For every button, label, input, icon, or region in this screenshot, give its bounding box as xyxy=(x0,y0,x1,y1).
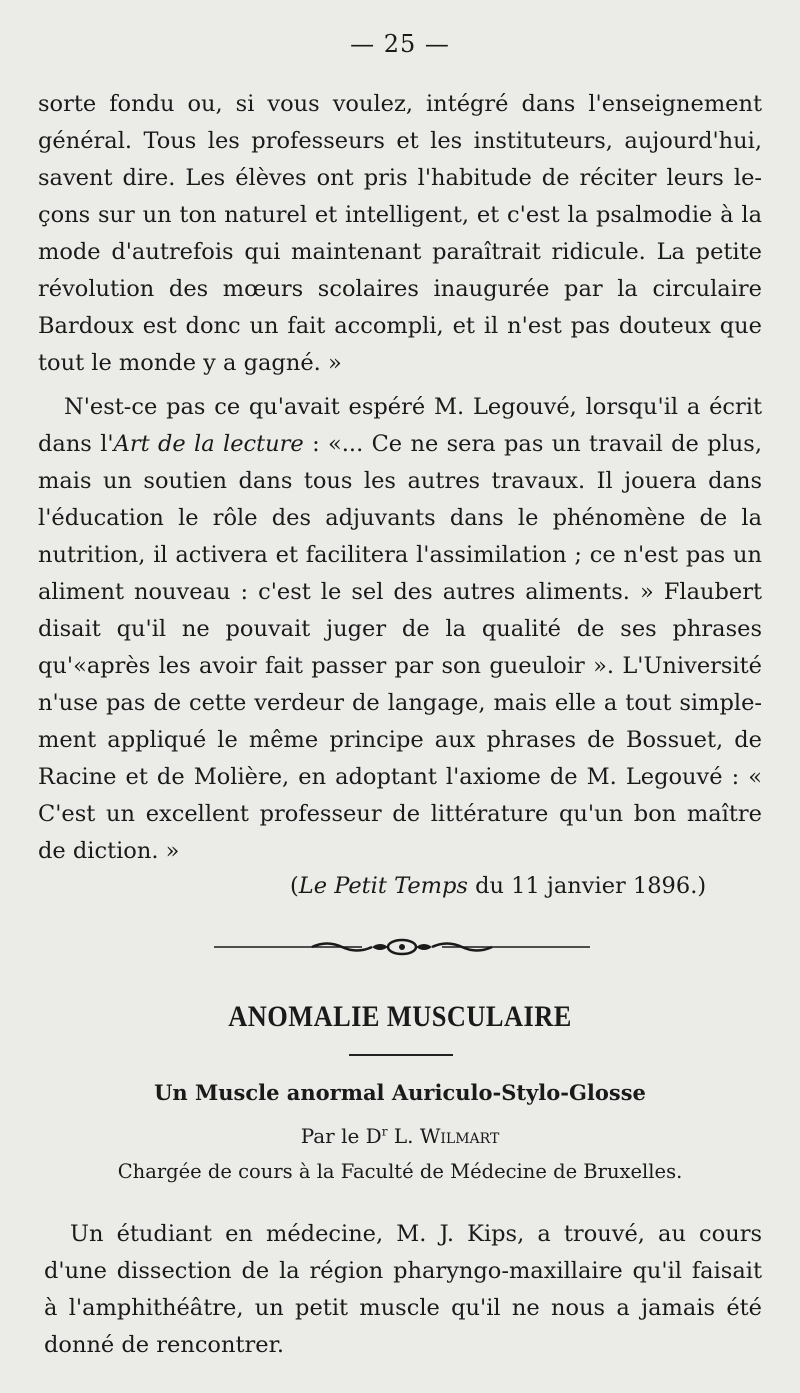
page-number: — 25 — xyxy=(350,30,450,58)
citation xyxy=(290,868,730,905)
book-title: Art de la lecture xyxy=(113,431,304,457)
citation-date: du 11 janvier 1896.) xyxy=(467,873,707,899)
author-byline xyxy=(0,1124,800,1148)
author-name: Wilmart xyxy=(419,1124,500,1148)
title-underline xyxy=(349,1054,453,1056)
paragraph-3: Un étudiant en médecine, M. J. Kips, a trouvé, au cours d'une dissection de la région pharyngo-maxillaire qu'il faisait à l'amphithéâtre, un petit muscle qu'il ne nous a jamais été donné de rencontrer. xyxy=(44,1221,762,1358)
paragraph-2 xyxy=(38,389,762,870)
paragraph-1: sorte fondu ou, si vous voulez, intégré dans l'enseignement général. Tous les professeurs et les instituteurs, aujourd'hui, savent dire. Les élèves ont pris l'habitude de réciter leurs leçons sur un ton naturel et intelligent, et c'est la psalmodie à la mode d'autrefois qui maintenant paraîtrait ridicule. La petite révolution des mœurs scolaires inaugurée par la circulaire Bardoux est donc un fait accompli, et il n'est pas douteux que tout le monde y a gagné. » xyxy=(38,91,762,376)
paragraph-2-text-start: N'est-ce pas ce qu'avait espéré M. Legouvé, lorsqu'il a écrit dans l' xyxy=(38,394,762,457)
author-affiliation: Chargée de cours à la Faculté de Médecine de Bruxelles. xyxy=(117,1160,683,1183)
ornamental-divider xyxy=(212,932,592,962)
paragraph-2-text-rest: : «... Ce ne sera pas un travail de plus, mais un soutien dans tous les autres travaux. Il jouera dans l'éducation le rôle des adjuvants dans le phénomène de la nutrition, il activera et facilitera l'assimilation ; ce n'est pas un aliment nouveau : c'est le sel des autres aliments. » Flaubert disait qu'il ne pouvait juger de la qualité de ses phrases qu'«après les avoir fait passer par son gueuloir ». L'Université n'use pas de cette verdeur de langage, mais elle a tout simplement appliqué le même principe aux phrases de Bossuet, de Racine et de Molière, en adoptant l'axiome de M. Legouvé : « C'est un excellent professeur de littérature qu'un bon maître de diction. » xyxy=(38,431,762,864)
byline-superscript: r xyxy=(381,1124,388,1139)
byline-prefix: Par le D xyxy=(300,1124,382,1148)
section-title: ANOMALIE MUSCULAIRE xyxy=(228,1000,572,1033)
citation-source: Le Petit Temps xyxy=(298,873,468,899)
citation-open-paren: ( xyxy=(290,873,299,899)
article-subtitle: Un Muscle anormal Auriculo-Stylo-Glosse xyxy=(154,1080,646,1105)
byline-initial: L. xyxy=(387,1124,420,1148)
